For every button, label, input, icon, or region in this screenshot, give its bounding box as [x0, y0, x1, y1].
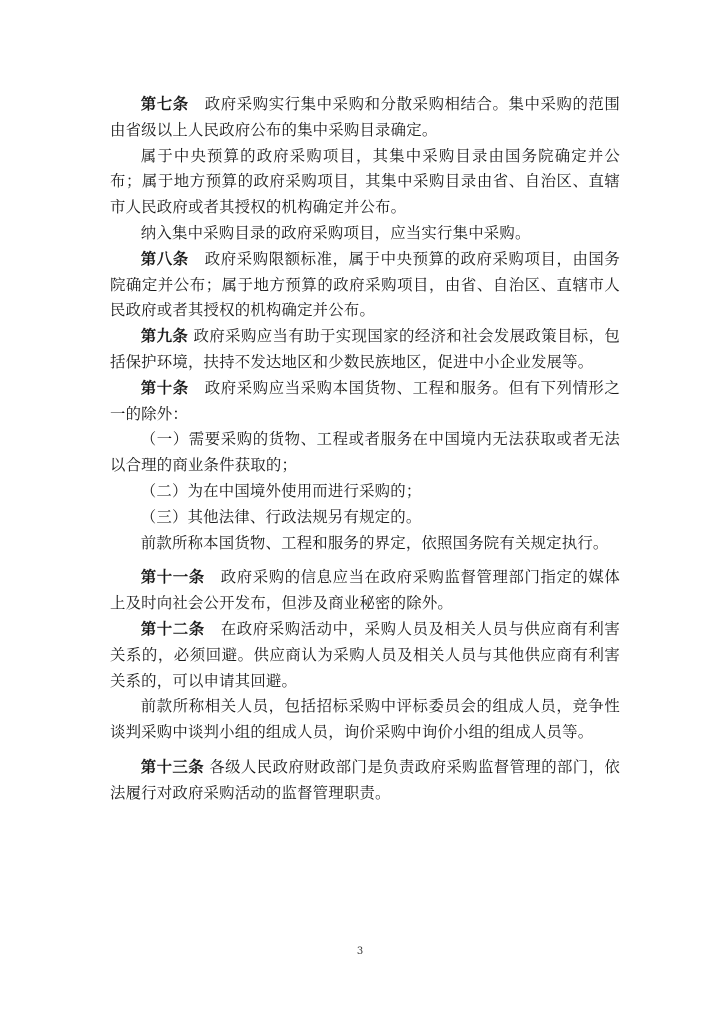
- article-7-text: 政府采购实行集中采购和分散采购相结合。集中采购的范围由省级以上人民政府公布的集中采购目录确定。: [110, 95, 621, 139]
- article-8-label: 第八条: [140, 249, 189, 268]
- article-10-label: 第十条: [140, 378, 189, 397]
- article-8-text: 政府采购限额标准，属于中央预算的政府采购项目，由国务院确定并公布；属于地方预算的政府采购项目，由省、自治区、直辖市人民政府或者其授权的机构确定并公布。: [110, 249, 621, 320]
- article-10: [110, 376, 620, 428]
- article-10-item-3: （三）其他法律、行政法规另有规定的。: [140, 507, 422, 526]
- article-13-text: 各级人民政府财政部门是负责政府采购监督管理的部门，依法履行对政府采购活动的监督管理职责。: [110, 757, 620, 802]
- article-10-item-1: （一）需要采购的货物、工程或者服务在中国境内无法获取或者无法以合理的商业条件获取的；: [110, 430, 620, 475]
- article-12: [110, 617, 620, 694]
- article-7-paragraph-3: 纳入集中采购目录的政府采购项目，应当实行集中采购。: [140, 223, 531, 242]
- article-10-text: 政府采购应当采购本国货物、工程和服务。但有下列情形之一的除外：: [110, 378, 621, 423]
- article-12-text: 在政府采购活动中，采购人员及相关人员与供应商有利害关系的，必须回避。供应商认为采购人员及相关人员与其他供应商有利害关系的，可以申请其回避。: [110, 619, 620, 690]
- page-number: 3: [356, 946, 364, 957]
- article-12-label: 第十二条: [140, 619, 205, 638]
- document-body: [110, 92, 620, 807]
- article-9-text: 政府采购应当有助于实现国家的经济和社会发展政策目标，包括保护环境，扶持不发达地区和少数民族地区，促进中小企业发展等。: [110, 327, 621, 371]
- article-7-paragraph-2: 属于中央预算的政府采购项目，其集中采购目录由国务院确定并公布；属于地方预算的政府采购项目，其集中采购目录由省、自治区、直辖市人民政府或者其授权的机构确定并公布。: [110, 146, 620, 217]
- article-10-paragraph-2: 前款所称本国货物、工程和服务的界定，依照国务院有关规定执行。: [140, 533, 609, 552]
- article-9: [110, 324, 620, 376]
- article-11-text: 政府采购的信息应当在政府采购监督管理部门指定的媒体上及时向社会公开发布，但涉及商业秘密的除外。: [110, 568, 620, 613]
- article-10-item-2: （二）为在中国境外使用而进行采购的；: [140, 481, 422, 500]
- article-7-label: 第七条: [140, 95, 189, 113]
- article-8: [110, 247, 620, 324]
- article-11: [110, 565, 620, 617]
- article-13: [110, 755, 620, 807]
- article-9-label: 第九条: [140, 327, 189, 346]
- article-13-label: 第十三条: [140, 757, 205, 776]
- article-11-label: 第十一条: [140, 568, 205, 587]
- article-7: [110, 92, 620, 144]
- article-12-paragraph-2: 前款所称相关人员，包括招标采购中评标委员会的组成人员，竞争性谈判采购中谈判小组的组成人员，询价采购中询价小组的组成人员等。: [110, 697, 620, 742]
